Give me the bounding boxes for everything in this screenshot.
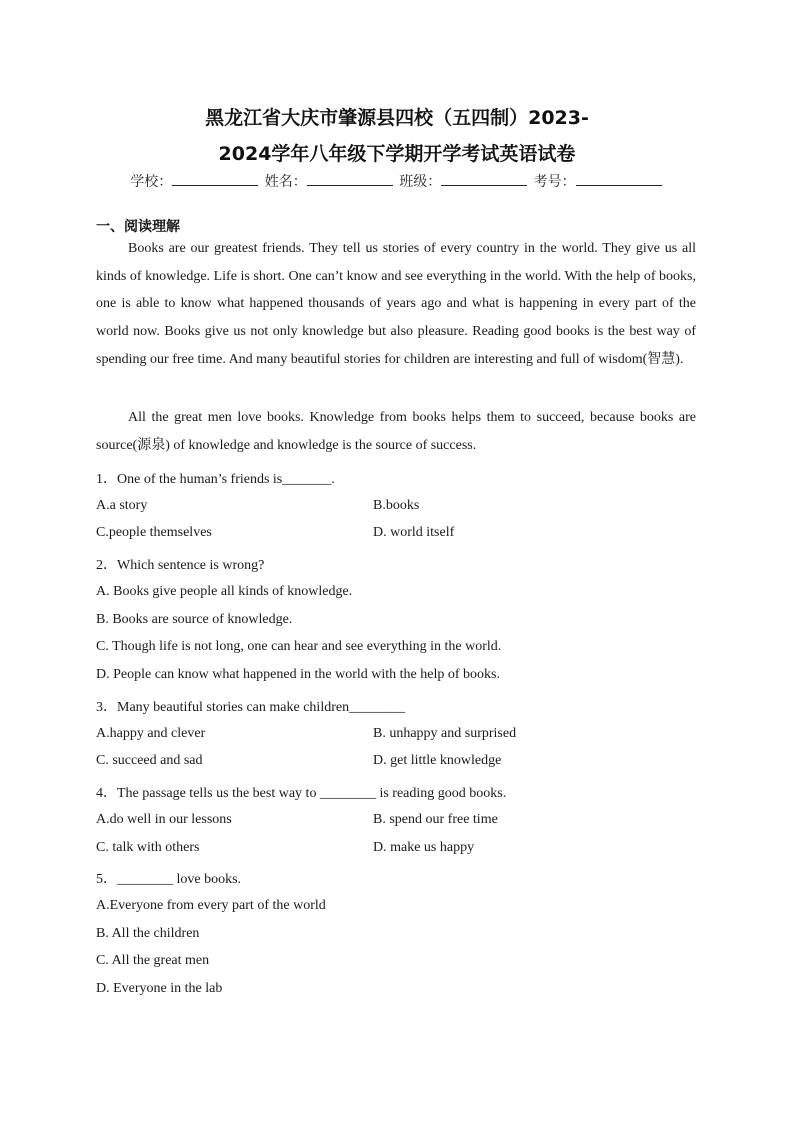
question-2-option-a[interactable]: A. Books give people all kinds of knowledge. — [96, 584, 353, 599]
question-5-option-a[interactable]: A.Everyone from every part of the world — [96, 898, 326, 913]
question-5-stem: 5．________ love books. — [96, 872, 242, 887]
question-4-option-a[interactable]: A.do well in our lessons — [96, 812, 232, 827]
question-4-stem: 4．The passage tells us the best way to ________ is reading good books. — [96, 786, 507, 801]
question-4-option-d[interactable]: D. make us happy — [373, 840, 475, 855]
question-3-option-b[interactable]: B. unhappy and surprised — [373, 726, 517, 741]
question-3-option-d[interactable]: D. get little knowledge — [373, 753, 502, 768]
question-2-option-b[interactable]: B. Books are source of knowledge. — [96, 612, 293, 627]
question-2-option-d[interactable]: D. People can know what happened in the world with the help of books. — [96, 667, 500, 682]
school-blank[interactable] — [172, 171, 258, 186]
question-4-option-b[interactable]: B. spend our free time — [373, 812, 498, 827]
question-3-option-c[interactable]: C. succeed and sad — [96, 753, 203, 768]
student-info-row — [0, 171, 794, 191]
question-2-option-c[interactable]: C. Though life is not long, one can hear and see everything in the world. — [96, 639, 502, 654]
question-5-option-d[interactable]: D. Everyone in the lab — [96, 981, 223, 996]
question-1-option-d[interactable]: D. world itself — [373, 525, 455, 540]
class-blank[interactable] — [441, 171, 527, 186]
exam-number-blank[interactable] — [576, 171, 662, 186]
question-3-option-a[interactable]: A.happy and clever — [96, 726, 206, 741]
question-5-option-c[interactable]: C. All the great men — [96, 953, 210, 968]
question-1-option-c[interactable]: C.people themselves — [96, 525, 212, 540]
question-1-option-a[interactable]: A.a story — [96, 498, 148, 513]
exam-number-label: 考号： — [533, 174, 576, 190]
question-1-option-b[interactable]: B.books — [373, 498, 420, 513]
name-blank[interactable] — [307, 171, 393, 186]
exam-title-line2: 2024学年八年级下学期开学考试英语试卷 — [218, 143, 576, 165]
question-3-stem: 3．Many beautiful stories can make children________ — [96, 700, 406, 715]
name-label: 姓名： — [264, 174, 307, 190]
passage-paragraph-2: All the great men love books. Knowledge from books helps them to succeed, because books are source(源泉) of knowledge and knowledge is the source of success. — [96, 410, 696, 453]
exam-title-line1: 黑龙江省大庆市肇源县四校（五四制）2023- — [205, 107, 589, 129]
passage-paragraph-1: Books are our greatest friends. They tell us stories of every country in the world. They give us all kinds of knowledge. Life is short. One can’t know and see everything in the world. With the help of books, one is able to know what happened thousands of years ago and what is happening in every part of the world now. Books give us not only knowledge but also pleasure. Reading good books is the best way of spending our free time. And many beautiful stories for children are interesting and full of wisdom(智慧). — [96, 241, 696, 367]
school-label: 学校： — [130, 174, 173, 190]
question-5-option-b[interactable]: B. All the children — [96, 926, 200, 941]
question-2-stem: 2．Which sentence is wrong? — [96, 558, 265, 573]
question-4-option-c[interactable]: C. talk with others — [96, 840, 200, 855]
question-1-stem: 1．One of the human’s friends is_______. — [96, 472, 335, 487]
section-heading: 一、阅读理解 — [96, 219, 180, 235]
class-label: 班级： — [399, 174, 442, 190]
